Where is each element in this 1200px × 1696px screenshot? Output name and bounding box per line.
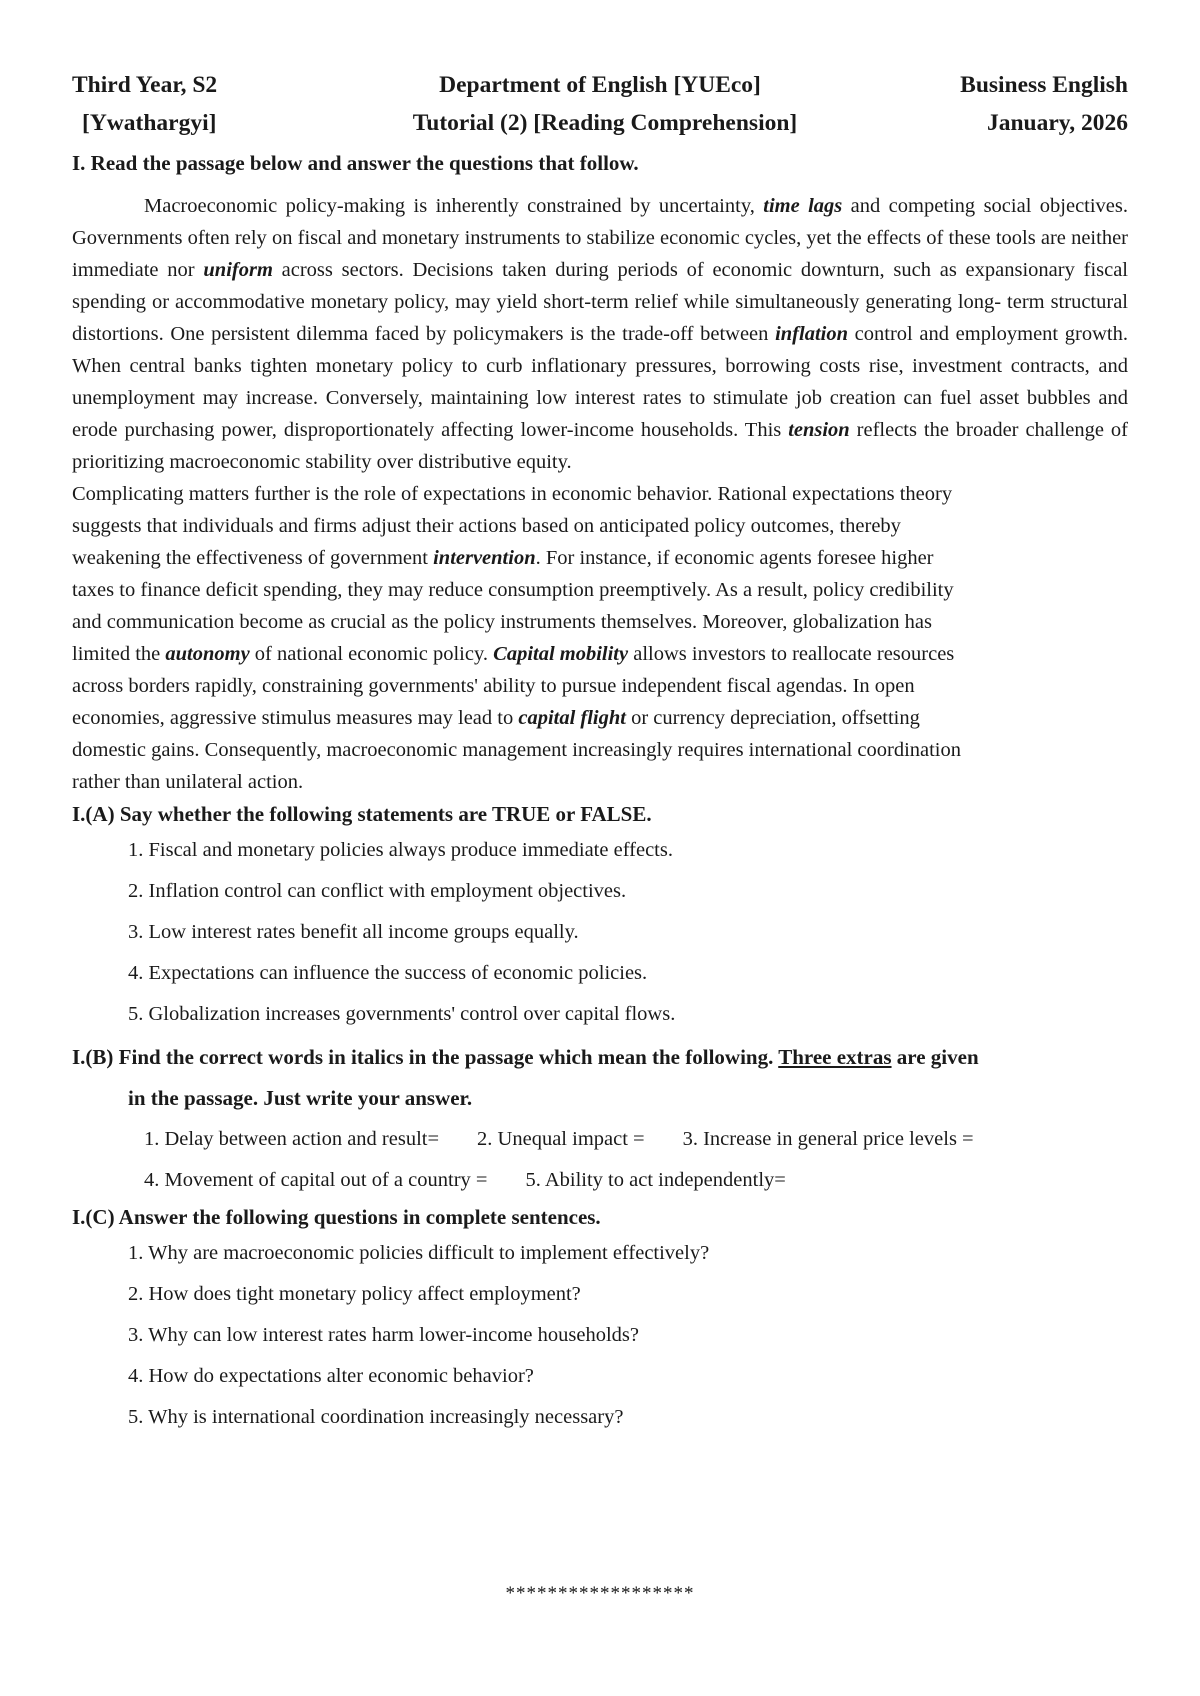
section-b-heading: I.(B) Find the correct words in italics in the passage which mean the following. Three extras are given in the passage. Just write your answer. xyxy=(72,1045,979,1110)
passage-paragraph-1: Macroeconomic policy-making is inherently constrained by uncertainty, time lags and competing social objectives. Governments often rely on fiscal and monetary instruments to stabilize economic cycles, yet the effects of these tools are neither immediate nor uniform across sectors. Decisions taken during periods of economic downturn, such as expansionary fiscal spending or accommodative monetary policy, may yield short-term relief while simultaneously generating long- term structural distortions. One persistent dilemma faced by policymakers is the trade-off between inflation control and employment growth. When central banks tighten monetary policy to curb inflationary pressures, borrowing costs rise, investment contracts, and unemployment may increase. Conversely, maintaining low interest rates to stimulate job creation can fuel asset bubbles and erode purchasing power, disproportionately affecting lower-income households. This tension reflects the broader challenge of prioritizing macroeconomic stability over distributive equity. xyxy=(72,195,1129,473)
section-b-row-1 xyxy=(72,1119,1128,1160)
list-item: 4. How do expectations alter economic behavior? xyxy=(128,1365,534,1387)
list-item: 2. Unequal impact = xyxy=(477,1128,645,1150)
list-item: 2. How does tight monetary policy affect employment? xyxy=(128,1283,581,1305)
footer-stars: ****************** xyxy=(505,1583,695,1604)
tutorial-title: Tutorial (2) [Reading Comprehension] xyxy=(412,110,798,136)
list-item: 5. Globalization increases governments' control over capital flows. xyxy=(128,1003,676,1025)
date: January, 2026 xyxy=(986,110,1128,136)
reading-passage xyxy=(72,190,1128,798)
section-c-list xyxy=(72,1233,1128,1438)
list-item: 1. Fiscal and monetary policies always produce immediate effects. xyxy=(128,839,673,861)
keyword: uniform xyxy=(203,259,273,281)
list-item: 3. Increase in general price levels = xyxy=(682,1128,974,1150)
section-a-heading: I.(A) Say whether the following statements are TRUE or FALSE. xyxy=(72,802,652,826)
list-item: 5. Why is international coordination increasingly necessary? xyxy=(128,1406,624,1428)
section-b-row-2 xyxy=(72,1160,1128,1201)
keyword: intervention xyxy=(433,547,536,569)
list-item: 3. Why can low interest rates harm lower-income households? xyxy=(128,1324,639,1346)
keyword: tension xyxy=(788,419,850,441)
keyword: Capital mobility xyxy=(493,643,629,665)
department: Department of English [YUEco] xyxy=(439,72,761,98)
list-item: 1. Delay between action and result= xyxy=(144,1128,440,1150)
section-i-heading: I. Read the passage below and answer the questions that follow. xyxy=(72,151,639,175)
list-item: 4. Expectations can influence the success of economic policies. xyxy=(128,962,648,984)
section-a-list xyxy=(72,830,1128,1035)
list-item: 5. Ability to act independently= xyxy=(525,1169,786,1191)
tutorial-page xyxy=(72,72,1128,1438)
section-c-heading: I.(C) Answer the following questions in complete sentences. xyxy=(72,1205,601,1229)
passage-paragraph-2: Complicating matters further is the role of expectations in economic behavior. Rational expectations theory suggests that individuals and firms adjust their actions based on anticipated policy outcomes, thereby weakening the effectiveness of government intervention. For instance, if economic agents foresee higher taxes to finance deficit spending, they may reduce consumption preemptively. As a result, policy credibility and communication become as crucial as the policy instruments themselves. Moreover, globalization has limited the autonomy of national economic policy. Capital mobility allows investors to reallocate resources across borders rapidly, constraining governments' ability to pursue independent fiscal agendas. In open economies, aggressive stimulus measures may lead to capital flight or currency depreciation, offsetting domestic gains. Consequently, macroeconomic management increasingly requires international coordination rather than unilateral action. xyxy=(72,483,962,793)
keyword: inflation xyxy=(775,323,848,345)
header-row-1 xyxy=(72,72,1128,110)
list-item: 2. Inflation control can conflict with employment objectives. xyxy=(128,880,627,902)
list-item: 1. Why are macroeconomic policies difficult to implement effectively? xyxy=(128,1242,710,1264)
list-item: 4. Movement of capital out of a country = xyxy=(144,1169,488,1191)
course-year: Third Year, S2 xyxy=(72,72,218,98)
subject: Business English xyxy=(960,72,1128,98)
header-row-2 xyxy=(72,110,1128,148)
list-item: 3. Low interest rates benefit all income groups equally. xyxy=(128,921,579,943)
keyword: capital flight xyxy=(518,707,626,729)
keyword: time lags xyxy=(763,195,843,217)
campus: [Ywathargyi] xyxy=(82,110,217,136)
keyword: autonomy xyxy=(165,643,250,665)
